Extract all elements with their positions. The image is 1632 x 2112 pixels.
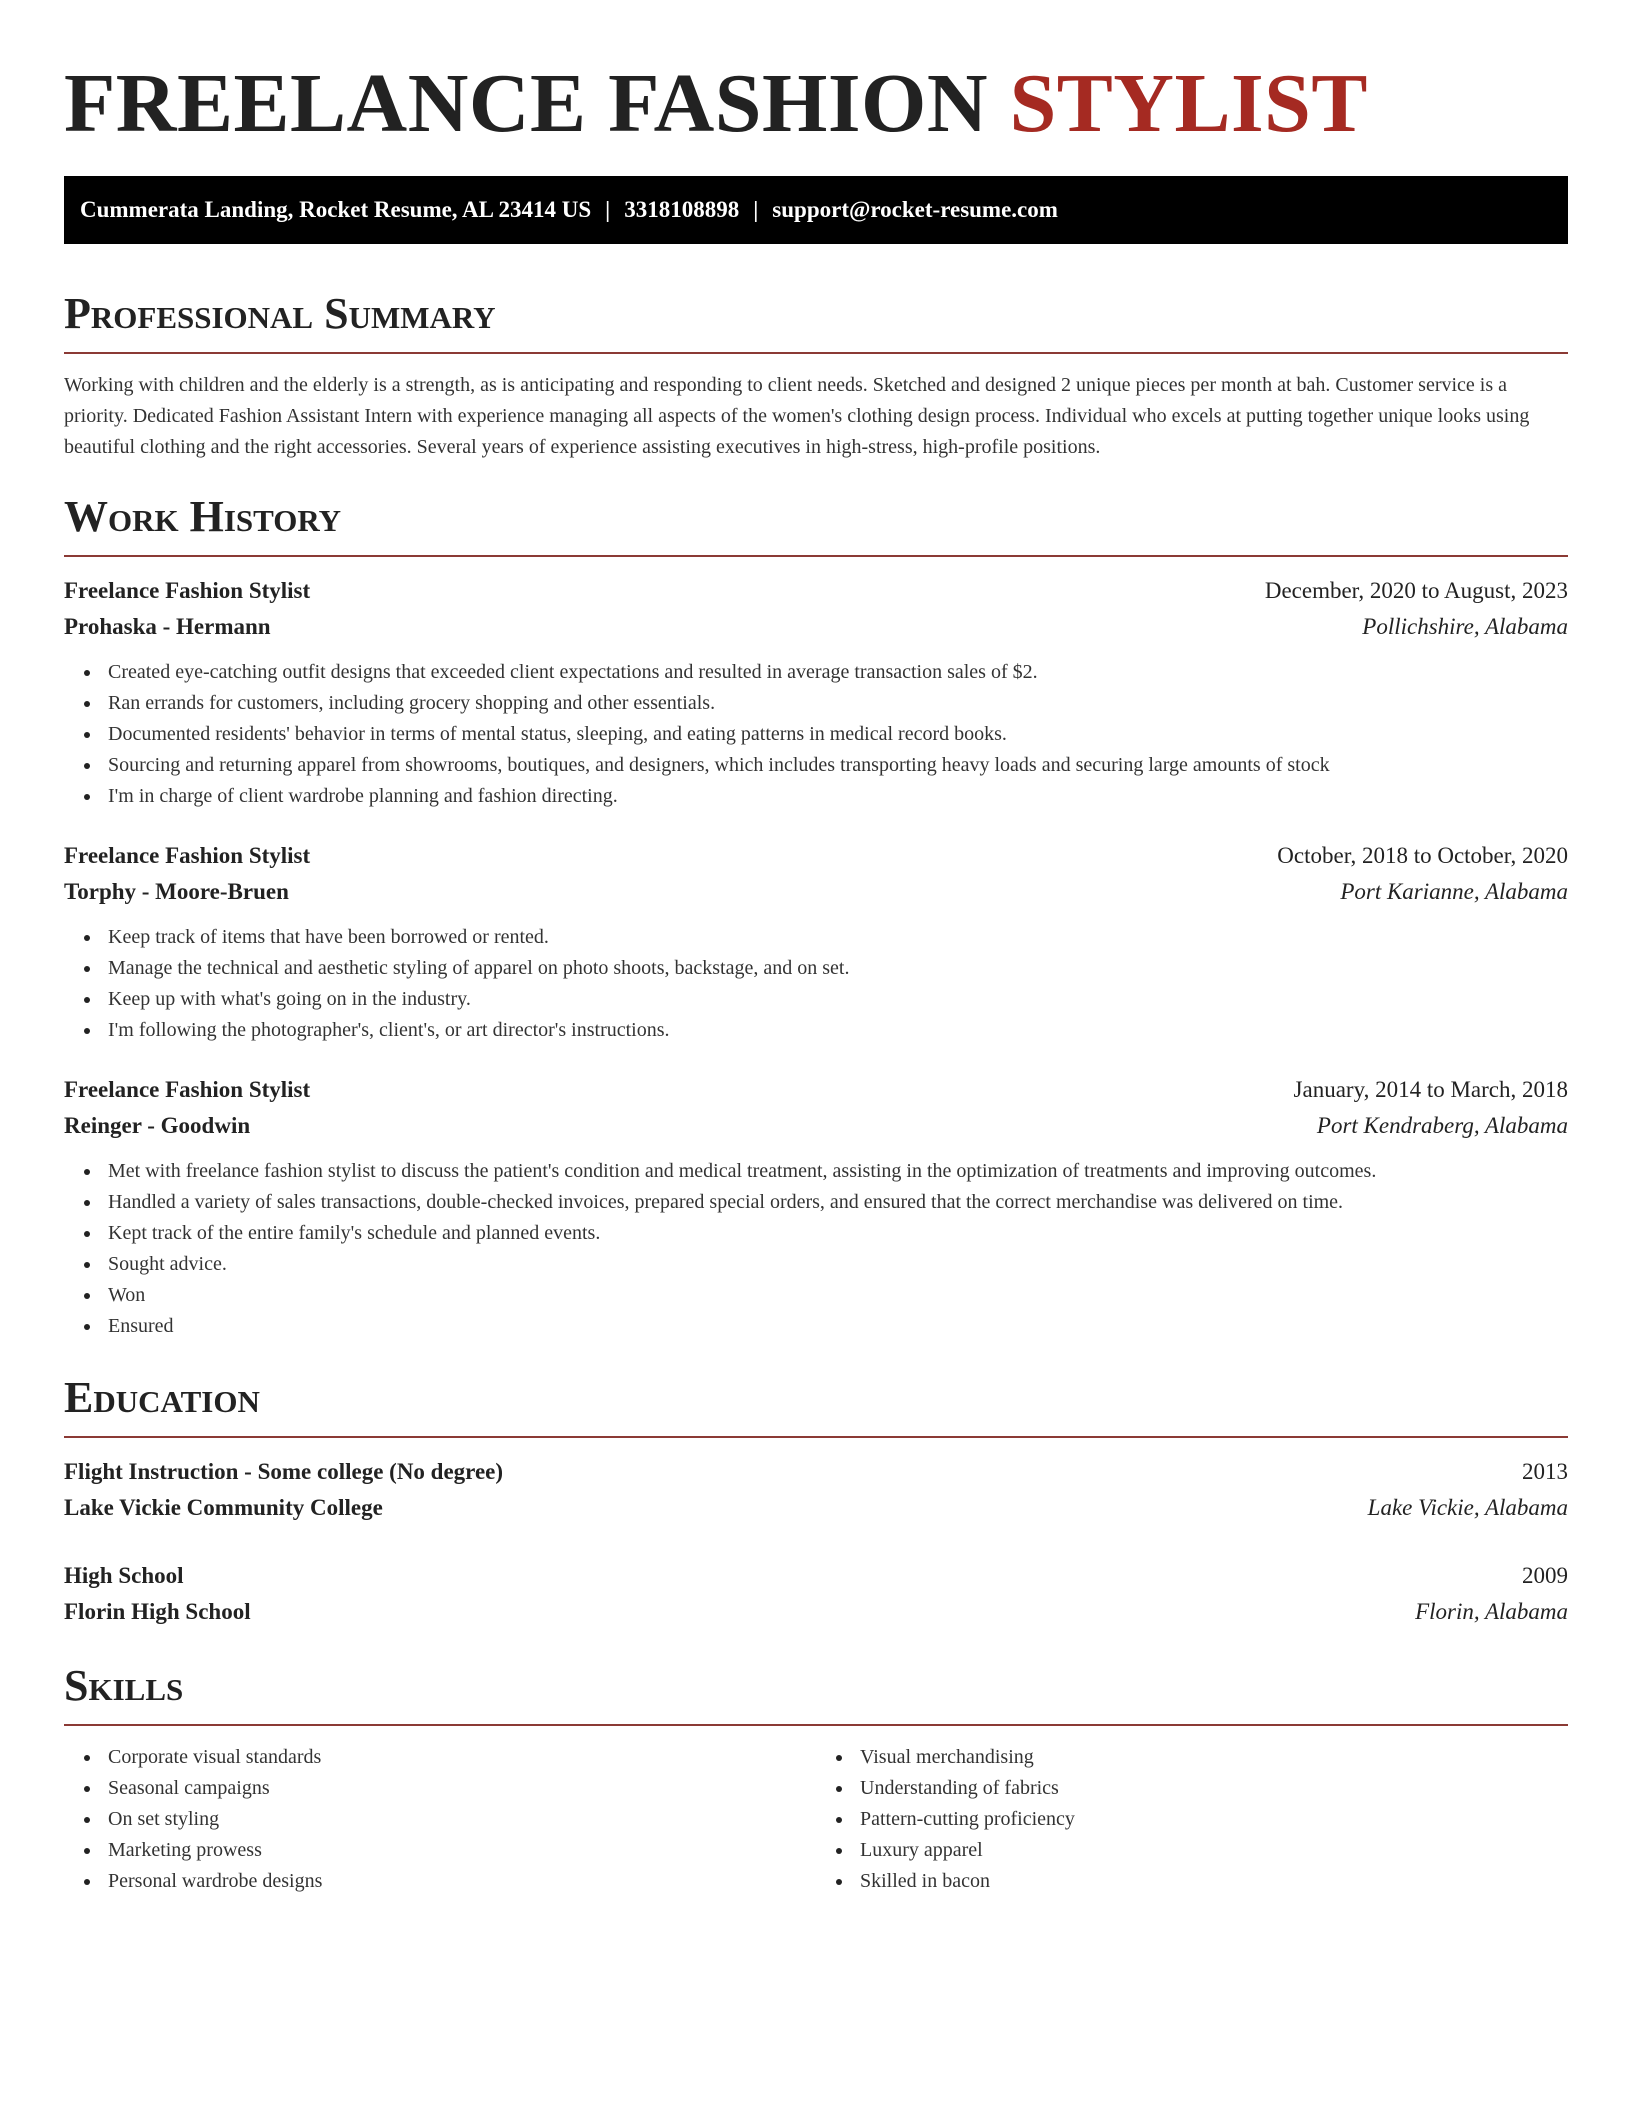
job-company: Torphy - Moore-Bruen (64, 879, 289, 904)
name-first-part: FREELANCE FASHION (64, 57, 989, 150)
section-divider (64, 555, 1568, 557)
job-entry (64, 1072, 1568, 1342)
skills-list (64, 1742, 816, 1897)
job-bullet: Met with freelance fashion stylist to discuss the patient's condition and medical treatment, assisting in the optimization of treatments and improving outcomes. (108, 1156, 1568, 1187)
job-bullet: Ran errands for customers, including grocery shopping and other essentials. (108, 688, 1568, 719)
education-school-row (64, 1490, 1568, 1526)
section-divider (64, 1724, 1568, 1726)
education-school: Florin High School (64, 1599, 251, 1624)
job-location: Port Karianne, Alabama (1340, 879, 1568, 904)
contact-address: Cummerata Landing, Rocket Resume, AL 23414 US (80, 197, 592, 222)
education-location: Lake Vickie, Alabama (1367, 1495, 1568, 1520)
education-location: Florin, Alabama (1415, 1599, 1568, 1624)
job-dates: December, 2020 to August, 2023 (1264, 578, 1568, 603)
education-school-row (64, 1594, 1568, 1630)
job-bullet: Sourcing and returning apparel from showrooms, boutiques, and designers, which includes transporting heavy loads and securing large amounts of stock (108, 750, 1568, 781)
job-entry (64, 838, 1568, 1046)
job-bullet: Created eye-catching outfit designs that exceeded client expectations and resulted in average transaction sales of $2. (108, 657, 1568, 688)
summary-heading: Professional Summary (64, 289, 496, 338)
job-bullet: I'm following the photographer's, client's, or art director's instructions. (108, 1015, 1568, 1046)
skills-column-left (64, 1742, 816, 1897)
education-entry (64, 1454, 1568, 1526)
skills-list (816, 1742, 1568, 1897)
skill-item: Luxury apparel (860, 1835, 1568, 1866)
skill-item: Visual merchandising (860, 1742, 1568, 1773)
contact-phone: 3318108898 (624, 197, 740, 222)
section-divider (64, 1436, 1568, 1438)
education-degree-row (64, 1454, 1568, 1490)
job-company-row (64, 1108, 1568, 1144)
job-role: Freelance Fashion Stylist (64, 1077, 311, 1102)
education-degree-row (64, 1558, 1568, 1594)
job-company: Reinger - Goodwin (64, 1113, 251, 1138)
contact-separator: | (605, 197, 611, 222)
skill-item: Pattern-cutting proficiency (860, 1804, 1568, 1835)
skill-item: Skilled in bacon (860, 1866, 1568, 1897)
job-location: Pollichshire, Alabama (1362, 614, 1568, 639)
education-year: 2009 (1522, 1563, 1568, 1588)
job-company-row (64, 609, 1568, 645)
job-company-row (64, 874, 1568, 910)
job-location: Port Kendraberg, Alabama (1316, 1113, 1568, 1138)
job-role: Freelance Fashion Stylist (64, 843, 311, 868)
job-bullet: Handled a variety of sales transactions, double-checked invoices, prepared special orders, and ensured that the correct merchandise was delivered on time. (108, 1187, 1568, 1218)
skill-item: Seasonal campaigns (108, 1773, 816, 1804)
job-bullet: Ensured (108, 1311, 1568, 1342)
contact-bar (64, 176, 1568, 244)
skill-item: Personal wardrobe designs (108, 1866, 816, 1897)
job-role: Freelance Fashion Stylist (64, 578, 311, 603)
work-history-heading: Work History (64, 492, 342, 541)
skill-item: Understanding of fabrics (860, 1773, 1568, 1804)
skills-columns (64, 1742, 1568, 1897)
job-bullet: Sought advice. (108, 1249, 1568, 1280)
job-header-row (64, 573, 1568, 609)
skill-item: Corporate visual standards (108, 1742, 816, 1773)
job-bullets (64, 1156, 1568, 1342)
job-company: Prohaska - Hermann (64, 614, 271, 639)
job-bullet: Documented residents' behavior in terms of mental status, sleeping, and eating patterns in medical record books. (108, 719, 1568, 750)
job-bullets (64, 657, 1568, 812)
education-heading: Education (64, 1373, 260, 1422)
summary-text: Working with children and the elderly is a strength, as is anticipating and responding to client needs. Sketched and designed 2 unique pieces per month at bah. Customer service is a priority. Dedicated Fashion Assistant Intern with experience managing all aspects of the women's clothing design process. Individual who excels at putting together unique looks using beautiful clothing and the right accessories. Several years of experience assisting executives in high-stress, high-profile positions. (64, 374, 1530, 458)
skill-item: Marketing prowess (108, 1835, 816, 1866)
job-dates: January, 2014 to March, 2018 (1293, 1077, 1568, 1102)
resume-name (64, 0, 1568, 152)
job-bullet: Kept track of the entire family's schedule and planned events. (108, 1218, 1568, 1249)
job-header-row (64, 1072, 1568, 1108)
job-bullet: Keep up with what's going on in the industry. (108, 984, 1568, 1015)
job-bullet: Manage the technical and aesthetic styling of apparel on photo shoots, backstage, and on set. (108, 953, 1568, 984)
contact-email: support@rocket-resume.com (772, 197, 1058, 222)
job-header-row (64, 838, 1568, 874)
skills-heading: Skills (64, 1661, 184, 1710)
skill-item: On set styling (108, 1804, 816, 1835)
job-entry (64, 573, 1568, 812)
education-degree: Flight Instruction - Some college (No degree) (64, 1459, 504, 1484)
job-bullet: I'm in charge of client wardrobe planning and fashion directing. (108, 781, 1568, 812)
job-bullet: Keep track of items that have been borrowed or rented. (108, 922, 1568, 953)
education-school: Lake Vickie Community College (64, 1495, 383, 1520)
contact-separator: | (753, 197, 759, 222)
education-degree: High School (64, 1563, 184, 1588)
skills-column-right (816, 1742, 1568, 1897)
job-bullets (64, 922, 1568, 1046)
job-bullet: Won (108, 1280, 1568, 1311)
name-accent-part: STYLIST (1009, 57, 1368, 150)
education-entry (64, 1558, 1568, 1630)
education-year: 2013 (1522, 1459, 1568, 1484)
job-dates: October, 2018 to October, 2020 (1277, 843, 1568, 868)
section-divider (64, 352, 1568, 354)
